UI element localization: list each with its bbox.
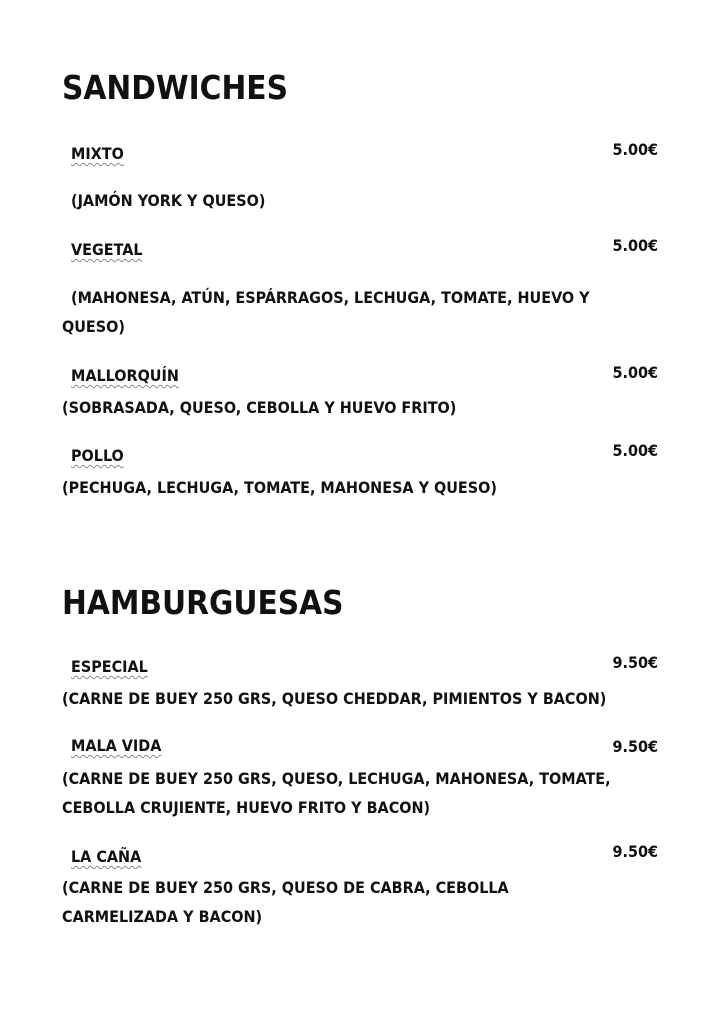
menu-item-price: 5.00€ — [612, 236, 658, 255]
menu-item-description: (CARNE DE BUEY 250 GRS, QUESO, LECHUGA, MAHONESA, TOMATE, CEBOLLA CRUJIENTE, HUEVO FRITO Y BACON) — [62, 769, 611, 817]
menu-item-name: ESPECIAL — [71, 657, 148, 676]
section-title-sandwiches: SANDWICHES — [62, 68, 288, 107]
menu-item-description: (CARNE DE BUEY 250 GRS, QUESO CHEDDAR, PIMIENTOS Y BACON) — [62, 689, 607, 708]
menu-item-price: 5.00€ — [612, 363, 658, 382]
menu-item-price: 5.00€ — [612, 441, 658, 460]
menu-item-name: POLLO — [71, 446, 124, 465]
menu-item-description: (CARNE DE BUEY 250 GRS, QUESO DE CABRA, CEBOLLA CARMELIZADA Y BACON) — [62, 878, 509, 926]
menu-item-description: (MAHONESA, ATÚN, ESPÁRRAGOS, LECHUGA, TOMATE, HUEVO Y QUESO) — [62, 288, 590, 336]
menu-item-name: VEGETAL — [71, 240, 143, 259]
menu-item-name: MALA VIDA — [71, 736, 162, 755]
section-title-hamburguesas: HAMBURGUESAS — [62, 583, 344, 622]
menu-item-description: (SOBRASADA, QUESO, CEBOLLA Y HUEVO FRITO) — [62, 398, 457, 417]
menu-item-description: (PECHUGA, LECHUGA, TOMATE, MAHONESA Y QUESO) — [62, 478, 497, 497]
menu-item-name: LA CAÑA — [71, 847, 142, 866]
menu-item-price: 9.50€ — [612, 737, 658, 756]
menu-item-description: (JAMÓN YORK Y QUESO) — [71, 191, 266, 210]
menu-item-price: 5.00€ — [612, 140, 658, 159]
menu-item-price: 9.50€ — [612, 842, 658, 861]
menu-item-name: MIXTO — [71, 144, 124, 163]
menu-item-name: MALLORQUÍN — [71, 366, 179, 385]
menu-item-price: 9.50€ — [612, 653, 658, 672]
